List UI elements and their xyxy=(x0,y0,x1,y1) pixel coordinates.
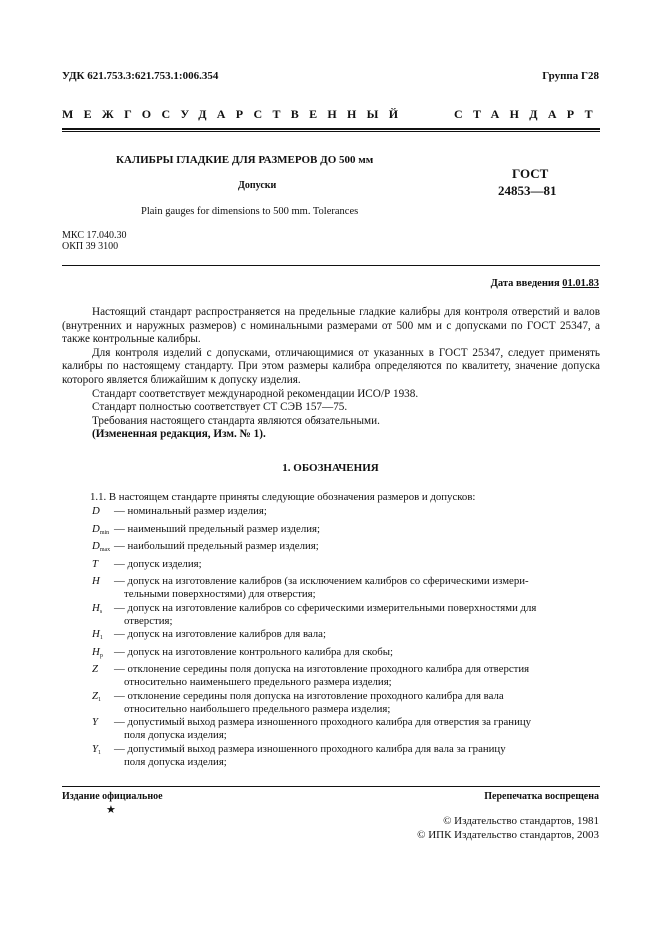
symbol-letter: H xyxy=(92,628,100,640)
definition-symbol xyxy=(92,505,114,522)
symbol-subscript: 1 xyxy=(98,749,102,756)
definition-line-1: — допуск на изготовление калибров (за исключением калибров со сферическими измери- xyxy=(114,575,529,587)
date-label: Дата введения xyxy=(490,278,560,289)
definition-text xyxy=(114,646,600,663)
definition-item xyxy=(92,663,600,689)
definition-line-2: поля допуска изделия; xyxy=(124,755,227,768)
udk-code: УДК 621.753.3:621.753.1:006.354 xyxy=(62,70,219,82)
definitions-list xyxy=(92,491,600,769)
definition-item xyxy=(92,602,600,628)
group-code: Группа Г28 xyxy=(542,70,599,82)
symbol-subscript: min xyxy=(99,529,110,536)
definition-item xyxy=(92,505,600,522)
definition-symbol xyxy=(92,540,114,557)
section-heading: 1. ОБОЗНАЧЕНИЯ xyxy=(282,462,379,474)
symbol-letter: Z xyxy=(92,663,99,675)
definition-line-2: относительно наименьшего предельного размера изделия; xyxy=(124,676,392,688)
definition-symbol xyxy=(92,743,114,769)
definition-text xyxy=(114,628,600,645)
official-edition: Издание официальное xyxy=(62,791,163,802)
top-rule-thin xyxy=(62,131,600,132)
definition-line-1: — допустимый выход размера изношенного проходного калибра для отверстия за границу xyxy=(114,716,532,728)
definition-text xyxy=(114,690,600,716)
definition-line-1: — отклонение середины поля допуска на изготовление проходного калибра для отверстия xyxy=(114,663,530,675)
definition-line-2: поля допуска изделия; xyxy=(124,729,227,741)
definition-line-2: относительно наибольшего предельного размера изделия; xyxy=(124,702,391,715)
definition-item xyxy=(92,575,600,601)
definition-symbol xyxy=(92,523,114,540)
interstate-label: МЕЖГОСУДАРСТВЕННЫЙ xyxy=(62,107,409,121)
definition-text xyxy=(114,558,600,575)
definition-item xyxy=(92,646,600,663)
definition-item xyxy=(92,690,600,716)
amendment-note: (Измененная редакция, Изм. № 1). xyxy=(92,428,266,441)
definition-item xyxy=(92,523,600,540)
symbol-letter: Y xyxy=(92,742,99,755)
symbol-subscript: s xyxy=(99,608,103,615)
definition-item xyxy=(92,540,600,557)
definition-symbol xyxy=(92,663,114,689)
definition-line-1: — допуск на изготовление калибров для вала; xyxy=(114,628,326,640)
definition-symbol xyxy=(92,628,114,645)
definition-text xyxy=(114,743,600,769)
symbol-subscript: max xyxy=(99,547,111,553)
definition-text xyxy=(114,663,600,689)
definition-item xyxy=(92,743,600,769)
definition-symbol xyxy=(92,575,114,601)
definition-line-1: — допустимый выход размера изношенного проходного калибра для вала за границу xyxy=(114,742,506,755)
introduction-date xyxy=(491,278,599,289)
standard-label: СТАНДАРТ xyxy=(454,107,603,121)
gost-label: ГОСТ xyxy=(512,166,549,181)
symbol-letter: Y xyxy=(92,716,99,728)
definitions-lead: 1.1. В настоящем стандарте приняты следующие обозначения размеров и допусков: xyxy=(90,491,476,503)
definition-text xyxy=(114,716,600,742)
definition-line-2: отверстия; xyxy=(124,614,173,627)
definition-symbol xyxy=(92,690,114,716)
document-title: КАЛИБРЫ ГЛАДКИЕ ДЛЯ РАЗМЕРОВ ДО 500 мм xyxy=(116,154,374,166)
definition-line-1: — отклонение середины поля допуска на изготовление проходного калибра для вала xyxy=(114,689,504,702)
definition-line-1: — допуск на изготовление калибров со сферическими измерительными поверхностями для xyxy=(114,601,537,614)
definition-symbol xyxy=(92,646,114,663)
mks-code: МКС 17.040.30 xyxy=(62,230,127,241)
definition-line-1: — номинальный размер изделия; xyxy=(114,505,267,517)
definition-text xyxy=(114,540,600,557)
symbol-letter: T xyxy=(92,557,99,570)
definition-line-1: — допуск на изготовление контрольного калибра для скобы; xyxy=(114,645,394,658)
definition-symbol xyxy=(92,558,114,575)
symbol-subscript: p xyxy=(99,652,103,659)
symbol-subscript: 1 xyxy=(99,635,103,641)
definition-line-2: тельными поверхностями) для отверстия; xyxy=(124,588,316,600)
intro-paragraph-4: Стандарт полностью соответствует СТ СЭВ 157—75. xyxy=(92,401,348,414)
definition-line-1: — наибольший предельный размер изделия; xyxy=(114,540,319,552)
definition-item xyxy=(92,628,600,645)
definition-line-1: — допуск изделия; xyxy=(114,557,202,570)
definition-item xyxy=(92,558,600,575)
intro-paragraph-2: Для контроля изделий с допусками, отличающимися от указанных в ГОСТ 25347, следует применять калибры по настоящему стандарту. При этом размеры калибра определяются по квалитету, значение допуска которого является ближайшим к допуску изделия. xyxy=(62,346,600,386)
definition-text xyxy=(114,523,600,540)
definition-text xyxy=(114,602,600,628)
intro-paragraph-5: Требования настоящего стандарта являются обязательными. xyxy=(92,414,380,427)
symbol-letter: D xyxy=(92,505,100,517)
symbol-letter: Z xyxy=(92,689,99,702)
intro-text xyxy=(62,306,600,442)
definitions-items xyxy=(92,505,600,769)
english-title: Plain gauges for dimensions to 500 mm. Tolerances xyxy=(141,206,359,217)
definition-line-1: — наименьший предельный размер изделия; xyxy=(114,522,320,535)
definition-text xyxy=(114,505,600,522)
definition-item xyxy=(92,716,600,742)
symbol-letter: D xyxy=(92,522,100,535)
intro-paragraph-1: Настоящий стандарт распространяется на предельные гладкие калибры для контроля отверстий и валов (внутренних и наружных размеров) с номинальными размерами от 500 мм и с допусками по ГОСТ 25347, а также контрольные калибры. xyxy=(62,306,600,346)
symbol-letter: H xyxy=(92,645,100,658)
gost-number: 24853—81 xyxy=(498,183,557,198)
symbol-subscript: 1 xyxy=(98,696,102,703)
definition-symbol xyxy=(92,602,114,628)
definition-text xyxy=(114,575,600,601)
star-icon: ★ xyxy=(106,804,116,816)
intro-paragraph-3: Стандарт соответствует международной рекомендации ИСО/Р 1938. xyxy=(92,387,419,400)
reprint-prohibited: Перепечатка воспрещена xyxy=(484,791,599,802)
symbol-letter: D xyxy=(92,540,100,552)
symbol-letter: H xyxy=(92,575,100,587)
copyright-2: © ИПК Издательство стандартов, 2003 xyxy=(417,829,599,841)
symbol-letter: H xyxy=(92,601,100,614)
okp-code: ОКП 39 3100 xyxy=(62,241,119,252)
footer-rule xyxy=(62,786,600,787)
copyright-1: © Издательство стандартов, 1981 xyxy=(443,815,599,827)
mid-rule xyxy=(62,265,600,266)
document-subtitle: Допуски xyxy=(238,180,277,191)
top-rule-thick xyxy=(62,128,600,130)
date-value: 01.01.83 xyxy=(562,278,599,289)
definition-symbol xyxy=(92,716,114,742)
